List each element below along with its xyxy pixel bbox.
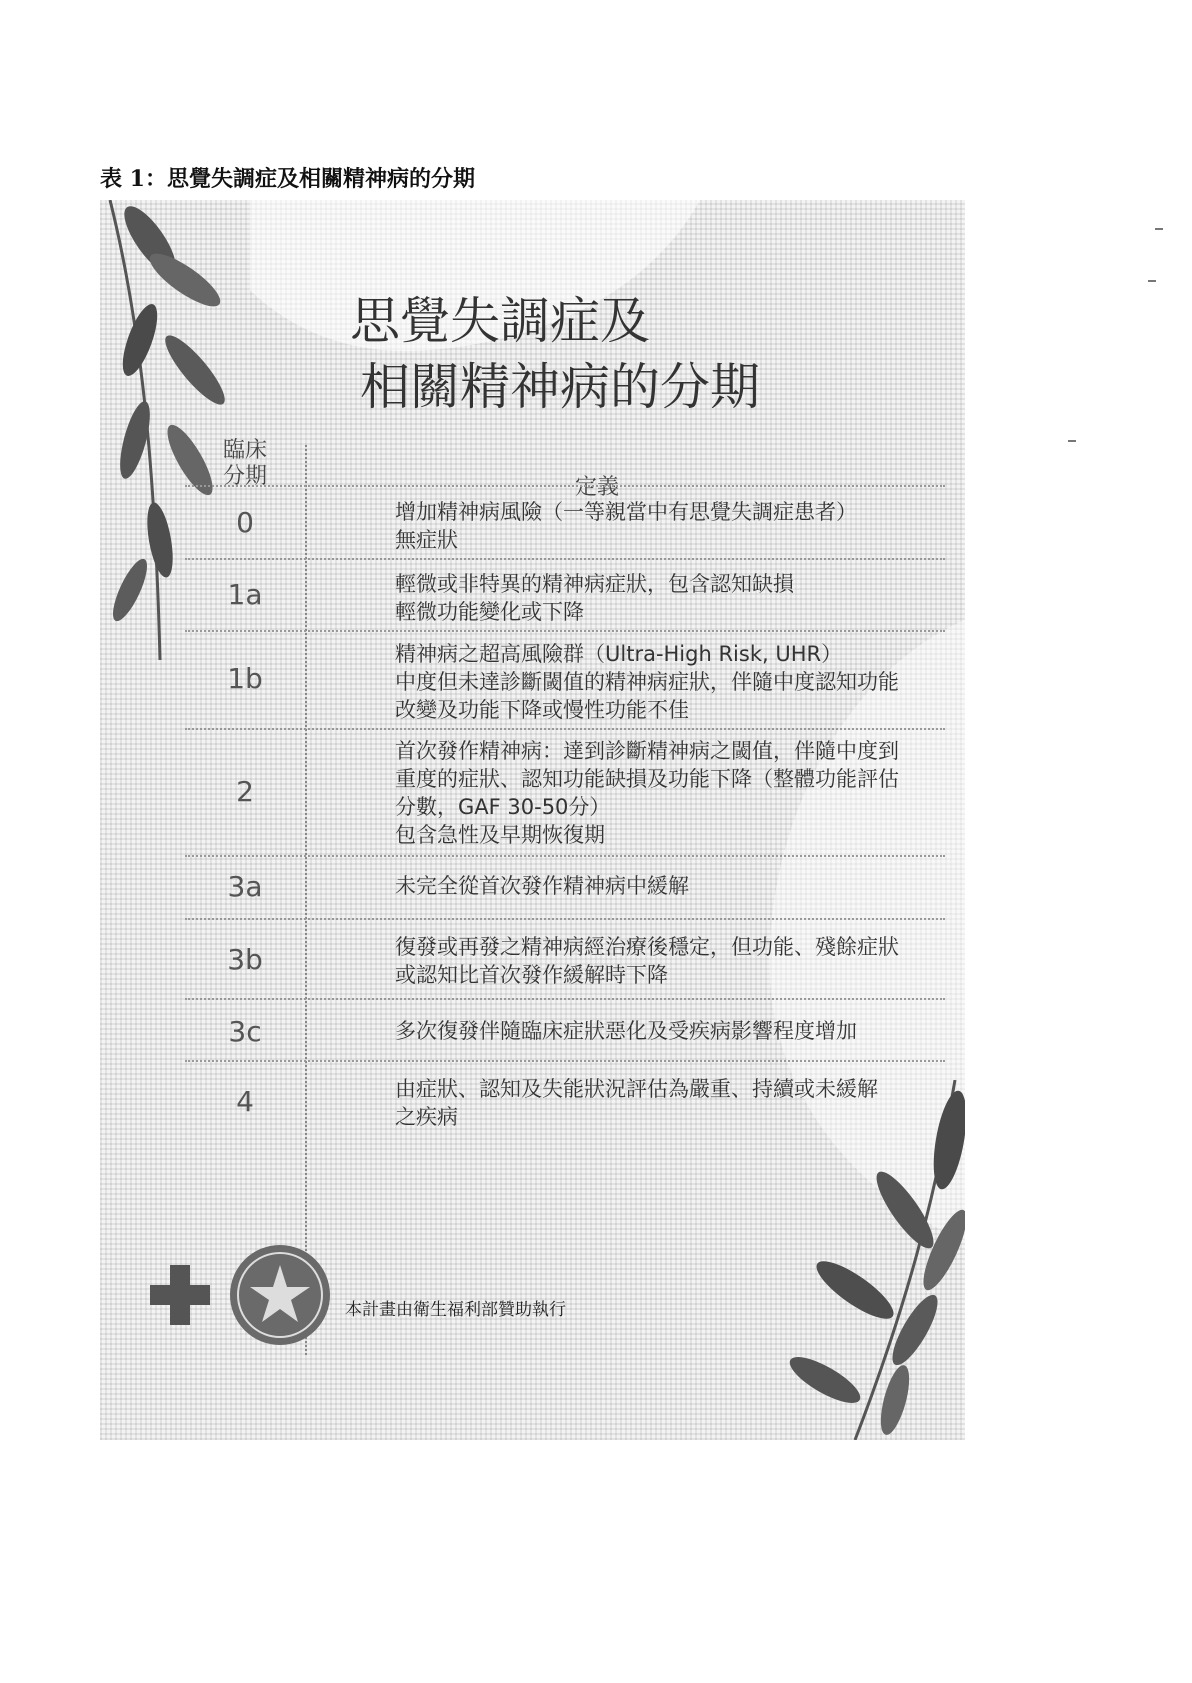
row-divider bbox=[185, 630, 945, 632]
row-definition: 未完全從首次發作精神病中緩解 bbox=[395, 874, 689, 898]
row-stage: 3b bbox=[227, 943, 263, 976]
poster-title-line-2: 相關精神病的分期 bbox=[360, 358, 760, 416]
seal-logo-icon bbox=[225, 1240, 335, 1350]
row-divider bbox=[185, 998, 945, 1000]
header-definition: 定義 bbox=[575, 475, 620, 500]
row-divider bbox=[185, 855, 945, 857]
row-stage: 3a bbox=[227, 870, 263, 903]
scan-mark bbox=[1148, 280, 1156, 282]
table-caption: 表 1：思覺失調症及相關精神病的分期 bbox=[100, 166, 475, 192]
row-stage: 3c bbox=[228, 1015, 262, 1048]
row-stage: 1a bbox=[227, 578, 263, 611]
row-definition: 多次復發伴隨臨床症狀惡化及受疾病影響程度增加 bbox=[395, 1019, 857, 1043]
column-divider bbox=[305, 445, 307, 1355]
row-definition: 增加精神病風險（一等親當中有思覺失調症患者） 無症狀 bbox=[395, 500, 857, 552]
header-stage-line-2: 分期 bbox=[222, 464, 267, 489]
row-definition: 輕微或非特異的精神病症狀，包含認知缺損 輕微功能變化或下降 bbox=[395, 572, 794, 624]
scan-mark bbox=[1155, 228, 1163, 230]
row-definition: 復發或再發之精神病經治療後穩定，但功能、殘餘症狀 或認知比首次發作緩解時下降 bbox=[395, 935, 899, 987]
row-stage: 1b bbox=[227, 662, 263, 695]
row-definition: 首次發作精神病：達到診斷精神病之閾值，伴隨中度到 重度的症狀、認知功能缺損及功能下降（整體功能評估 分數，GAF 30-50分） 包含急性及早期恢復期 bbox=[395, 739, 899, 847]
row-stage: 4 bbox=[236, 1085, 254, 1118]
poster-title bbox=[350, 288, 760, 420]
footer-sponsor-text: 本計畫由衛生福利部贊助執行 bbox=[345, 1300, 566, 1320]
poster-title-line-1: 思覺失調症及 bbox=[350, 292, 650, 350]
row-divider bbox=[185, 1060, 945, 1062]
row-definition: 由症狀、認知及失能狀況評估為嚴重、持續或未緩解 之疾病 bbox=[395, 1077, 878, 1129]
row-definition: 精神病之超高風險群（Ultra-High Risk, UHR） 中度但未達診斷閾值的精神病症狀，伴隨中度認知功能 改變及功能下降或慢性功能不佳 bbox=[395, 642, 899, 722]
row-divider bbox=[185, 728, 945, 730]
row-stage: 0 bbox=[236, 506, 254, 539]
row-stage: 2 bbox=[236, 775, 254, 808]
cross-logo-icon bbox=[145, 1260, 215, 1330]
row-divider bbox=[185, 918, 945, 920]
header-stage bbox=[190, 438, 300, 490]
leaf-branch-icon bbox=[785, 1080, 965, 1440]
header-stage-line-1: 臨床 bbox=[222, 438, 267, 463]
poster-image bbox=[100, 200, 965, 1440]
scan-mark bbox=[1068, 440, 1076, 442]
header-divider bbox=[185, 485, 945, 487]
row-divider bbox=[185, 558, 945, 560]
